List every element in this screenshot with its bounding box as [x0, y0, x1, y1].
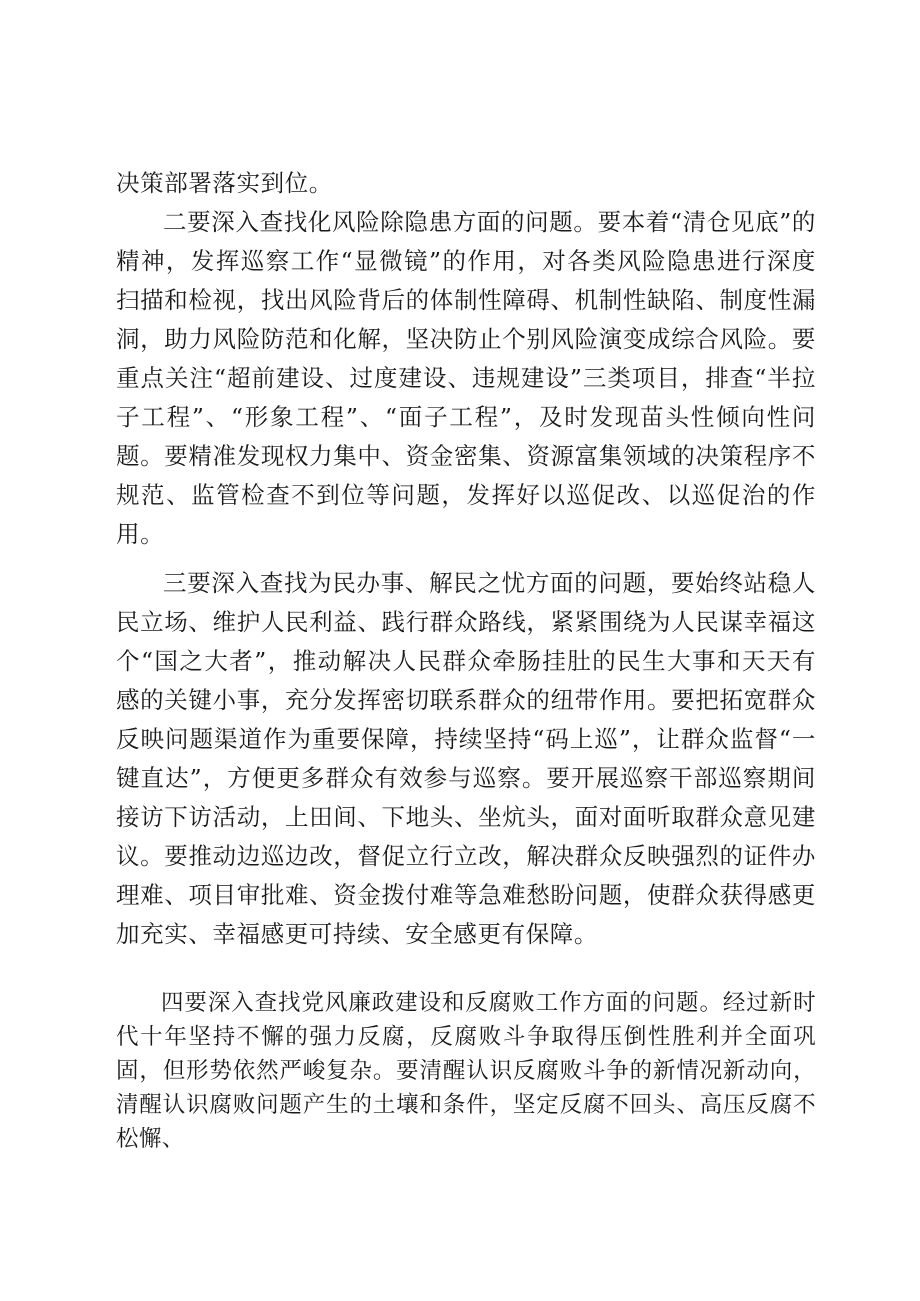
paragraph-continuation: 决策部署落实到位。	[116, 169, 333, 197]
paragraph-risk-issues: 二要深入查找化风险除隐患方面的问题。要本着“清仓见底”的精神，发挥巡察工作“显微镜”的作用，对各类风险隐患进行深度扫描和检视，找出风险背后的体制性障碍、机制性缺陷、制度性漏洞，助力风险防范和化解，坚决防止个别风险演变成综合风险。要重点关注“超前建设、过度建设、违规建设”三类项目，排查“半拉子工程”、“形象工程”、“面子工程”，及时发现苗头性倾向性问题。要精准发现权力集中、资金密集、资源富集领域的决策程序不规范、监管检查不到位等问题，发挥好以巡促改、以巡促治的作用。	[116, 208, 816, 548]
paragraph-people-issues: 三要深入查找为民办事、解民之忧方面的问题，要始终站稳人民立场、维护人民利益、践行群众路线，紧紧围绕为人民谋幸福这个“国之大者”，推动解决人民群众牵肠挂肚的民生大事和天天有感的关键小事，充分发挥密切联系群众的纽带作用。要把拓宽群众反映问题渠道作为重要保障，持续坚持“码上巡”，让群众监督“一键直达”，方便更多群众有效参与巡察。要开展巡察干部巡察期间接访下访活动，上田间、下地头、坐炕头，面对面听取群众意见建议。要推动边巡边改，督促立行立改，解决群众反映强烈的证件办理难、项目审批难、资金拨付难等急难愁盼问题，使群众获得感更加充实、幸福感更可持续、安全感更有保障。	[116, 569, 816, 948]
body-text-lower	[116, 986, 816, 1156]
body-text-upper	[116, 164, 816, 954]
paragraph-anticorruption-issues: 四要深入查找党风廉政建设和反腐败工作方面的问题。经过新时代十年坚持不懈的强力反腐，反腐败斗争取得压倒性胜利并全面巩固，但形势依然严峻复杂。要清醒认识反腐败斗争的新情况新动向，清醒认识腐败问题产生的土壤和条件，坚定反腐不回头、高压反腐不松懈、	[116, 990, 816, 1152]
